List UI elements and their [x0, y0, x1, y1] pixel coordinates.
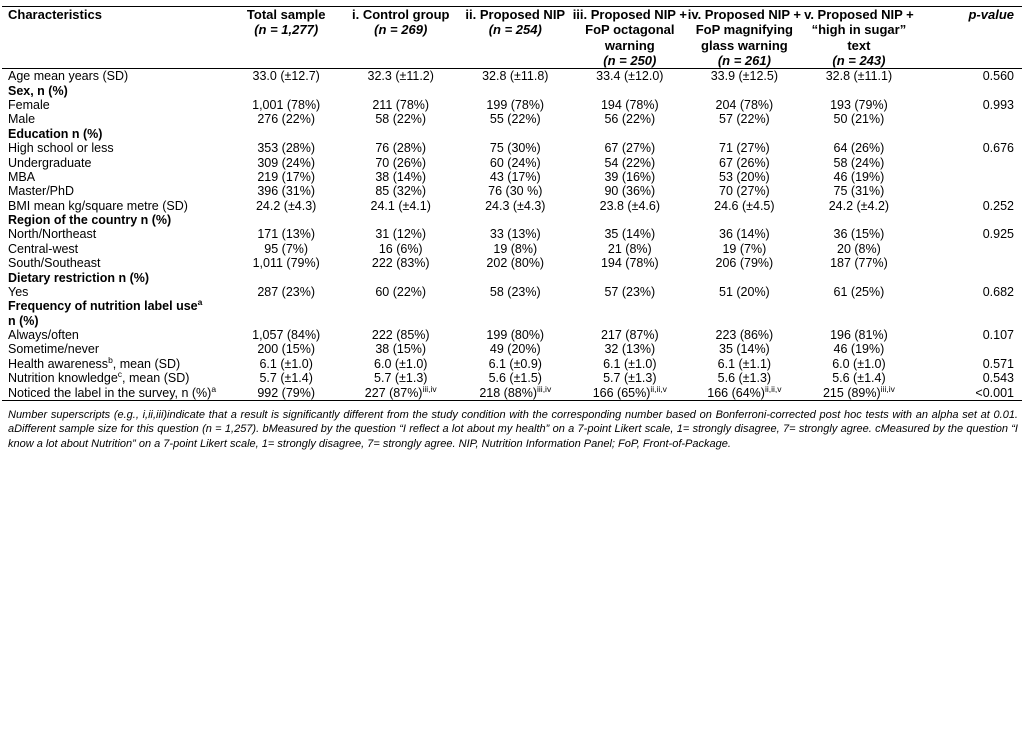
- table-row: [2, 127, 1022, 141]
- cell-octagonal: 166 $(65\%)^{ii,ii,v}$: [592, 383, 667, 400]
- header-sub: (n = 269): [374, 22, 428, 38]
- cell-pvalue: 0.571: [982, 356, 1014, 371]
- table-row: [2, 371, 1022, 385]
- cell-nip: 5.6 (±1.5): [488, 371, 542, 386]
- cell-octagonal: 54 (22%): [604, 155, 656, 170]
- header-label: Total sample: [246, 7, 326, 22]
- cell-nip: 58 (23%): [489, 284, 541, 299]
- cell-pvalue: 0.682: [982, 284, 1014, 299]
- significance-marker: ii,ii,v: [650, 383, 667, 394]
- cell-highsugar: [802, 271, 917, 285]
- cell-magnifying: 70 (27%): [719, 184, 770, 199]
- table-header: [2, 7, 1022, 69]
- cell-nip: 6.1 (±0.9): [488, 356, 542, 371]
- cell-highsugar: 75 (31%): [833, 184, 885, 199]
- cell-highsugar: 32.8 (±11.1): [825, 69, 893, 84]
- row-label: Female: [8, 98, 50, 113]
- cell-total: 309 (24%): [257, 155, 316, 170]
- cell-total: 200 (15%): [257, 342, 316, 357]
- cell-pvalue: 0.107: [982, 328, 1014, 343]
- header-sub: (n = 261): [717, 52, 771, 68]
- header-label: v. Proposed NIP + “high in sugar” text: [804, 7, 914, 53]
- cell-nip: 75 (30%): [489, 141, 541, 156]
- cell-nip: 76 (30 %): [488, 184, 543, 199]
- cell-highsugar: 20 (8%): [837, 241, 881, 256]
- cell-control: 31 (12%): [375, 227, 427, 242]
- cell-octagonal: [573, 213, 688, 227]
- cell-control: 76 (28%): [375, 141, 427, 156]
- cell-magnifying: 223 (86%): [715, 328, 774, 343]
- cell-highsugar: 64 (26%): [833, 141, 885, 156]
- cell-control: [343, 213, 458, 227]
- row-label: High school or less: [8, 141, 114, 156]
- cell-pvalue: [916, 127, 1022, 141]
- table-row: [2, 170, 1022, 184]
- cell-magnifying: 206 (79%): [715, 256, 774, 271]
- cell-magnifying: 204 (78%): [715, 98, 774, 113]
- table-row: [2, 156, 1022, 170]
- cell-pvalue: [916, 84, 1022, 98]
- cell-magnifying: 5.6 (±1.3): [717, 371, 772, 386]
- row-label: Education n (%): [8, 126, 103, 141]
- row-label: Sex, n (%): [8, 83, 68, 98]
- cell-total: 24.2 (±4.3): [255, 198, 317, 213]
- table-row: [2, 328, 1022, 342]
- header-row: [2, 7, 1022, 69]
- table-row: [2, 271, 1022, 285]
- row-label: BMI mean kg/square metre (SD): [8, 198, 188, 213]
- cell-pvalue: 0.252: [982, 198, 1014, 213]
- table-row: [2, 98, 1022, 112]
- cell-pvalue: 0.993: [982, 98, 1014, 113]
- table-row: [2, 199, 1022, 213]
- cell-nip: 199 (78%): [486, 98, 545, 113]
- cell-highsugar: [802, 84, 917, 98]
- cell-control: 24.1 (±4.1): [370, 198, 431, 213]
- cell-total: 992 (79%): [257, 385, 316, 400]
- cell-nip: 218 $(88\%)^{iii,iv}$: [479, 383, 552, 400]
- header-sub: (n = 250): [603, 52, 657, 68]
- cell-total: 353 (28%): [257, 141, 316, 156]
- row-label: Master/PhD: [8, 184, 74, 199]
- cell-pvalue: [916, 156, 1022, 170]
- header-sub: (n = 1,277): [254, 22, 319, 38]
- row-label: Health awareness$^b$, mean (SD): [8, 354, 181, 371]
- cell-pvalue: [916, 242, 1022, 256]
- cell-pvalue: 0.925: [982, 227, 1014, 242]
- cell-nip: [458, 127, 573, 141]
- cell-octagonal: 5.7 (±1.3): [603, 371, 657, 386]
- cell-magnifying: 33.9 (±12.5): [710, 69, 779, 84]
- cell-octagonal: 56 (22%): [604, 112, 656, 127]
- cell-control: [343, 299, 458, 328]
- cell-total: [229, 299, 344, 328]
- cell-magnifying: 35 (14%): [719, 342, 770, 357]
- cell-control: 222 (85%): [371, 328, 430, 343]
- cell-octagonal: 39 (16%): [604, 169, 656, 184]
- table-row: [2, 357, 1022, 371]
- cell-octagonal: 33.4 (±12.0): [596, 69, 664, 84]
- cell-total: 287 (23%): [257, 284, 316, 299]
- row-label: Noticed the label in the survey, n (%)$^a$: [8, 383, 217, 400]
- cell-nip: [458, 299, 573, 328]
- header-label: ii. Proposed NIP: [465, 7, 566, 22]
- column-header-high-in-sugar-text: [802, 7, 917, 69]
- cell-octagonal: [573, 271, 688, 285]
- cell-octagonal: 194 (78%): [600, 98, 659, 113]
- row-label: MBA: [8, 169, 36, 184]
- cell-octagonal: 35 (14%): [604, 227, 656, 242]
- cell-nip: 24.3 (±4.3): [485, 198, 546, 213]
- table-footnote: Number superscripts (e.g., i,ii,iii)indicate that a result is significantly different from the study condition with the corresponding number based on Bonferroni-corrected post hoc tests with an alpha set at 0.01. aDifferent sample size for this question (n = 1,257). bMeasured by the question “I reflect a lot about my health” on a 7-point Likert scale, 1= strongly disagree, 7= strongly agree. cMeasured by the question “I know a lot about Nutrition” on a 7-point Likert scale, 1= strongly disagree, 7= strongly agree. NIP, Nutrition Information Panel; FoP, Front-of-Package.: [8, 408, 1018, 450]
- cell-total: [229, 127, 344, 141]
- cell-control: 38 (15%): [375, 342, 427, 357]
- cell-nip: [458, 213, 573, 227]
- cell-pvalue: [916, 299, 1022, 328]
- cell-pvalue: [916, 170, 1022, 184]
- footnote-marker: b: [108, 354, 113, 365]
- cell-highsugar: [802, 213, 917, 227]
- cell-octagonal: 32 (13%): [604, 342, 656, 357]
- cell-control: [343, 84, 458, 98]
- row-label: Dietary restriction n (%): [8, 270, 150, 285]
- row-label: Male: [8, 112, 36, 127]
- cell-control: 32.3 (±11.2): [367, 69, 434, 84]
- header-sub: (n = 254): [488, 22, 542, 38]
- cell-nip: 43 (17%): [489, 169, 541, 184]
- table-row: [2, 227, 1022, 241]
- cell-pvalue: 0.560: [982, 69, 1014, 84]
- cell-magnifying: [687, 84, 802, 98]
- cell-pvalue: [916, 112, 1022, 126]
- column-header-control-group: [343, 7, 458, 69]
- cell-highsugar: [802, 299, 917, 328]
- row-label: Always/often: [8, 328, 79, 343]
- significance-marker: iii,iv: [880, 383, 895, 394]
- cell-highsugar: 36 (15%): [833, 227, 885, 242]
- cell-nip: [458, 84, 573, 98]
- row-label: Region of the country n (%): [8, 213, 172, 228]
- cell-total: 219 (17%): [257, 169, 316, 184]
- cell-control: 70 (26%): [375, 155, 427, 170]
- cell-pvalue: 0.543: [982, 371, 1014, 386]
- table-row: [2, 112, 1022, 126]
- column-header-characteristics: [2, 7, 229, 69]
- table-row: [2, 141, 1022, 155]
- cell-total: 6.1 (±1.0): [259, 356, 313, 371]
- row-label: Central-west: [8, 241, 79, 256]
- cell-magnifying: 36 (14%): [719, 227, 770, 242]
- cell-pvalue: [916, 342, 1022, 356]
- footnote-marker: c: [117, 369, 123, 380]
- cell-total: 396 (31%): [257, 184, 316, 199]
- row-label: Frequency of nutrition label use$^a$ n (%): [8, 297, 203, 328]
- cell-magnifying: 57 (22%): [719, 112, 770, 127]
- table-row: [2, 184, 1022, 198]
- cell-total: [229, 84, 344, 98]
- cell-magnifying: [687, 127, 802, 141]
- cell-magnifying: 51 (20%): [719, 284, 770, 299]
- footnote-marker: a: [211, 383, 217, 394]
- header-label: i. Control group: [351, 7, 450, 22]
- row-label: Nutrition knowledge$^c$, mean (SD): [8, 369, 190, 386]
- cell-control: 5.7 (±1.3): [374, 371, 428, 386]
- cell-control: [343, 271, 458, 285]
- header-label: p-value: [968, 7, 1014, 22]
- cell-pvalue: [916, 213, 1022, 227]
- cell-magnifying: 53 (20%): [719, 169, 770, 184]
- cell-control: 6.0 (±1.0): [374, 356, 428, 371]
- cell-octagonal: 67 (27%): [604, 141, 656, 156]
- cell-highsugar: 46 (19%): [833, 169, 885, 184]
- cell-total: [229, 271, 344, 285]
- header-sub: (n = 243): [832, 52, 886, 68]
- column-header-octagonal-warning: [573, 7, 688, 69]
- cell-octagonal: 21 (8%): [607, 241, 652, 256]
- cell-control: 227 $(87\%)^{iii,iv}$: [364, 383, 437, 400]
- cell-highsugar: 187 (77%): [830, 256, 888, 271]
- table-row: [2, 213, 1022, 227]
- row-label: Sometime/never: [8, 342, 100, 357]
- cell-highsugar: 196 (81%): [830, 328, 888, 343]
- cell-control: 222 (83%): [371, 256, 430, 271]
- cell-highsugar: 61 (25%): [833, 284, 885, 299]
- cell-pvalue: [916, 271, 1022, 285]
- cell-highsugar: 50 (21%): [833, 112, 885, 127]
- cell-magnifying: 71 (27%): [719, 141, 770, 156]
- cell-control: 58 (22%): [375, 112, 427, 127]
- cell-pvalue: [916, 184, 1022, 198]
- row-label: Age mean years (SD): [8, 69, 129, 84]
- table-body: [2, 69, 1022, 401]
- cell-total: [229, 213, 344, 227]
- cell-octagonal: [573, 127, 688, 141]
- cell-nip: [458, 271, 573, 285]
- cell-nip: 55 (22%): [489, 112, 541, 127]
- cell-control: 38 (14%): [375, 169, 427, 184]
- table-row: [2, 342, 1022, 356]
- cell-magnifying: 24.6 (±4.5): [714, 198, 775, 213]
- cell-nip: 19 (8%): [493, 241, 538, 256]
- cell-total: 33.0 (±12.7): [252, 69, 320, 84]
- significance-marker: ii,ii,v: [764, 383, 782, 394]
- cell-highsugar: 193 (79%): [830, 98, 888, 113]
- cell-nip: 60 (24%): [489, 155, 541, 170]
- cell-nip: 199 (80%): [486, 328, 545, 343]
- cell-control: 211 (78%): [372, 98, 430, 113]
- cell-pvalue: 0.676: [982, 141, 1014, 156]
- cell-magnifying: 19 (7%): [722, 241, 767, 256]
- cell-octagonal: 90 (36%): [604, 184, 656, 199]
- significance-marker: iii,iv: [537, 383, 552, 394]
- column-header-proposed-nip: [458, 7, 573, 69]
- cell-total: 1,057 (84%): [252, 328, 321, 343]
- cell-highsugar: 6.0 (±1.0): [832, 356, 886, 371]
- cell-nip: 202 (80%): [486, 256, 545, 271]
- cell-octagonal: [573, 84, 688, 98]
- cell-total: 5.7 (±1.4): [259, 371, 313, 386]
- cell-nip: 49 (20%): [489, 342, 541, 357]
- table-row: [2, 69, 1022, 84]
- cell-magnifying: [687, 271, 802, 285]
- cell-nip: 32.8 (±11.8): [482, 69, 549, 84]
- cell-pvalue: [916, 256, 1022, 270]
- cell-highsugar: [802, 127, 917, 141]
- footnote-marker: a: [197, 297, 203, 308]
- cell-highsugar: 215 $(89\%)^{iii,iv}$: [822, 383, 895, 400]
- table-row: [2, 386, 1022, 401]
- column-header-magnifying-glass-warning: [687, 7, 802, 69]
- header-label: iv. Proposed NIP + FoP magnifying glass warning: [687, 7, 802, 53]
- column-header-total-sample: [229, 7, 344, 69]
- row-label: Yes: [8, 284, 29, 299]
- table-row: [2, 242, 1022, 256]
- cell-highsugar: 5.6 (±1.4): [832, 371, 886, 386]
- cell-octagonal: 194 (78%): [600, 256, 659, 271]
- cell-pvalue: <0.001: [975, 385, 1014, 400]
- cell-total: 95 (7%): [264, 241, 309, 256]
- cell-magnifying: [687, 213, 802, 227]
- cell-total: 276 (22%): [257, 112, 316, 127]
- cell-control: 60 (22%): [375, 284, 427, 299]
- cell-highsugar: 46 (19%): [833, 342, 885, 357]
- significance-marker: iii,iv: [422, 383, 437, 394]
- cell-octagonal: 57 (23%): [604, 284, 656, 299]
- cell-highsugar: 24.2 (±4.2): [828, 198, 890, 213]
- cell-highsugar: 58 (24%): [833, 155, 885, 170]
- cell-magnifying: 166 $(64\%)^{ii,ii,v}$: [707, 383, 782, 400]
- cell-control: 16 (6%): [378, 241, 423, 256]
- row-label: North/Northeast: [8, 227, 97, 242]
- column-header-p-value: [916, 7, 1022, 69]
- cell-octagonal: 217 (87%): [600, 328, 659, 343]
- cell-octagonal: 6.1 (±1.0): [603, 356, 657, 371]
- cell-magnifying: [687, 299, 802, 328]
- table-row: [2, 299, 1022, 328]
- cell-octagonal: [573, 299, 688, 328]
- row-label: South/Southeast: [8, 256, 101, 271]
- header-label: Characteristics: [8, 7, 102, 22]
- cell-magnifying: 67 (26%): [719, 155, 770, 170]
- row-label: Undergraduate: [8, 155, 92, 170]
- characteristics-table: [2, 6, 1022, 401]
- cell-magnifying: 6.1 (±1.1): [717, 356, 772, 371]
- cell-control: 85 (32%): [375, 184, 427, 199]
- table-row: [2, 84, 1022, 98]
- cell-total: 1,011 (79%): [252, 256, 320, 271]
- cell-nip: 33 (13%): [489, 227, 541, 242]
- cell-total: 1,001 (78%): [252, 98, 321, 113]
- table-row: [2, 256, 1022, 270]
- cell-octagonal: 23.8 (±4.6): [599, 198, 660, 213]
- cell-control: [343, 127, 458, 141]
- table-row: [2, 285, 1022, 299]
- cell-total: 171 (13%): [257, 227, 316, 242]
- header-label: iii. Proposed NIP + FoP octagonal warning: [572, 7, 687, 53]
